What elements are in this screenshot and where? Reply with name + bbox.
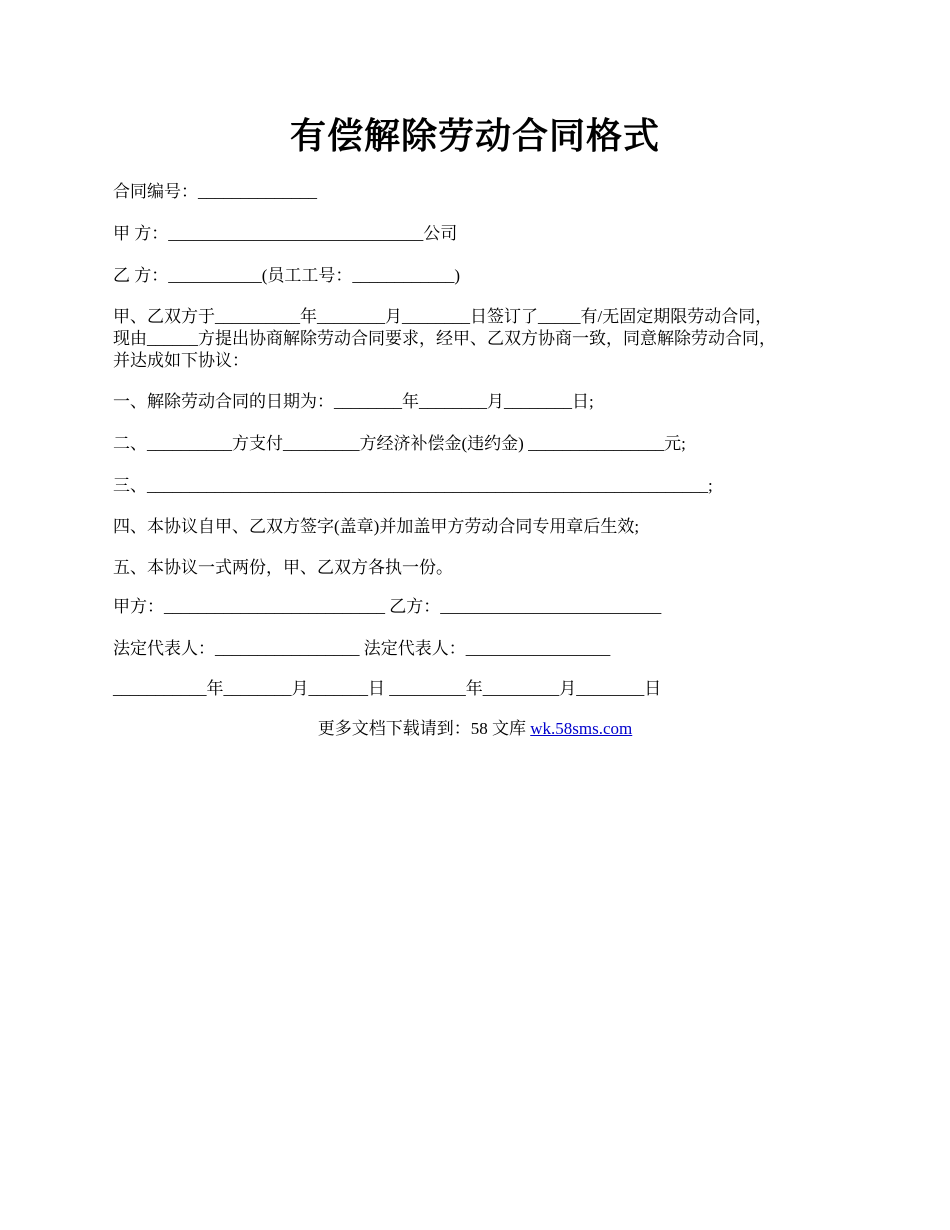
signature-parties-line: 甲方：__________________________ 乙方：__________________________ [113,597,662,616]
intro-line-2: 现由______方提出协商解除劳动合同要求，经甲、乙双方协商一致，同意解除劳动合同， [113,329,776,348]
party-b-line: 乙 方：___________(员工工号：____________) [113,266,461,285]
clause-4: 四、本协议自甲、乙双方签字(盖章)并加盖甲方劳动合同专用章后生效; [113,517,640,536]
signature-representatives-line: 法定代表人：_________________ 法定代表人：_________________ [113,639,611,658]
clause-5: 五、本协议一式两份，甲、乙双方各执一份。 [113,558,453,577]
footer-text: 更多文档下载请到：58 文库 [317,719,531,738]
footer-link[interactable]: wk.58sms.com [530,719,633,738]
footer [0,718,950,740]
intro-line-1: 甲、乙双方于__________年________月________日签订了_____有/无固定期限劳动合同， [113,307,773,326]
document-title: 有偿解除劳动合同格式 [289,116,660,156]
contract-number-line: 合同编号：______________ [113,182,317,201]
clause-1: 一、解除劳动合同的日期为：________年________月________日; [113,392,594,411]
clause-2: 二、__________方支付_________方经济补偿金(违约金) ________________元; [113,434,686,453]
intro-line-3: 并达成如下协议： [113,351,249,370]
clause-3: 三、__________________________________________________________________; [113,476,713,495]
intro-paragraph [113,306,843,372]
party-a-line: 甲 方：______________________________公司 [113,224,458,243]
signature-dates-line: ___________年________月_______日 _________年_________月________日 [113,679,662,698]
